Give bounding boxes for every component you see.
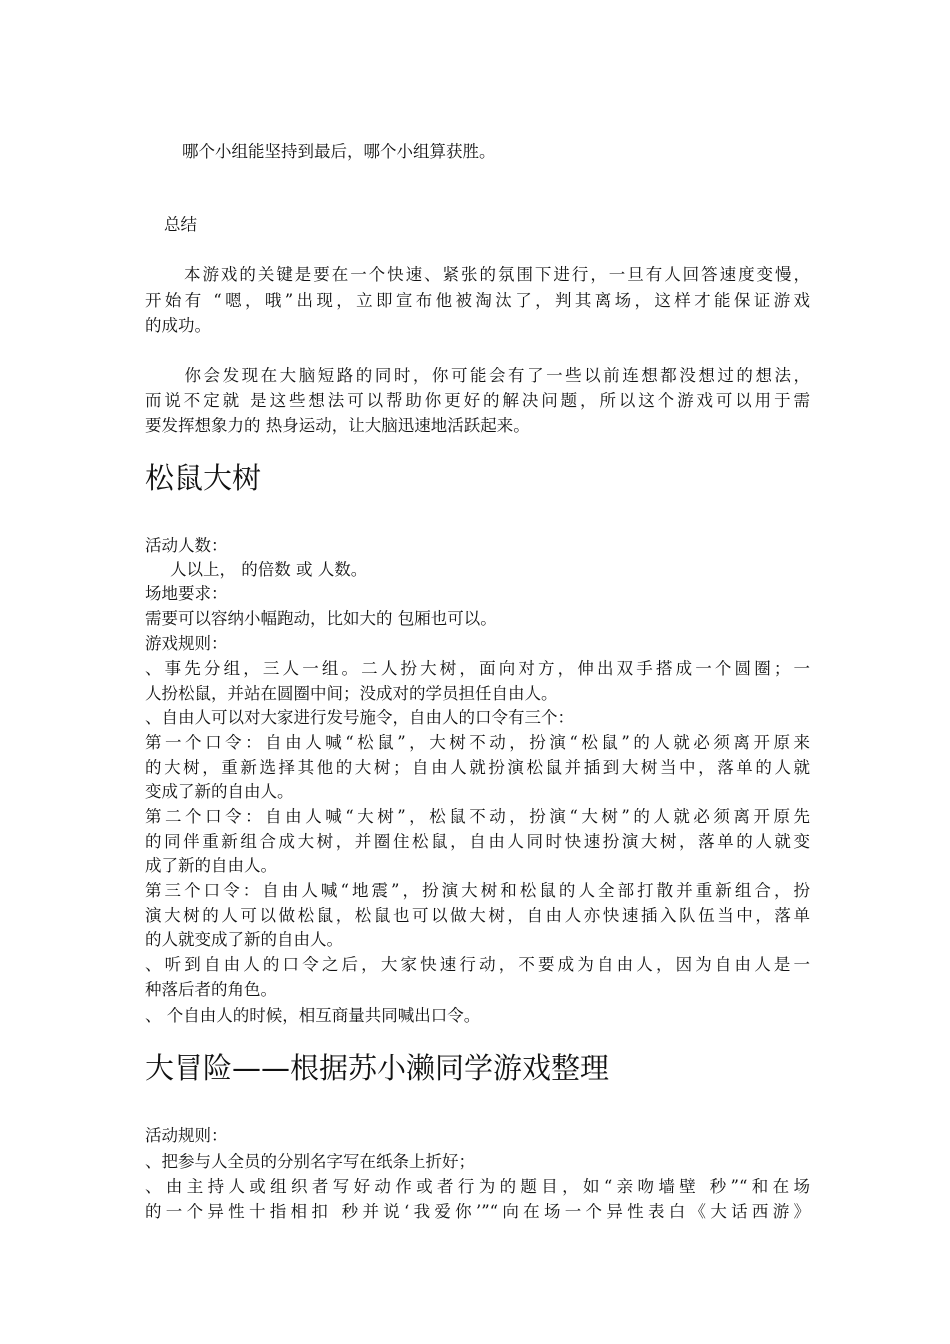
venue-label: 场地要求： — [145, 584, 228, 603]
command-1-line-1: 第一个口令：自由人喊“松鼠”，大树不动，扮演“松鼠”的人就必须离开原来 — [145, 733, 810, 752]
command-1-line-2: 的大树，重新选择其他的大树；自由人就扮演松鼠并插到大树当中，落单的人就 — [145, 758, 810, 777]
rule-1-line-1: 、事先分组，三人一组。二人扮大树，面向对方，伸出双手搭成一个圆圈；一 — [145, 659, 810, 678]
heading-squirrel-tree: 松鼠大树 — [145, 461, 262, 495]
win-rule-text: 哪个小组能坚持到最后，哪个小组算获胜。 — [182, 142, 496, 161]
adventure-rule-1: 、把参与人全员的分别名字写在纸条上折好； — [145, 1152, 475, 1171]
rule-1-line-2: 人扮松鼠，并站在圆圈中间；没成对的学员担任自由人。 — [145, 684, 558, 703]
summary-paragraph-2-line-1: 你会发现在大脑短路的同时，你可能会有了一些以前连想都没想过的想法， — [182, 366, 810, 385]
activity-rules-label: 活动规则： — [145, 1126, 228, 1145]
command-2-line-3: 成了新的自由人。 — [145, 856, 277, 875]
summary-heading: 总结 — [164, 215, 197, 234]
heading-big-adventure: 大冒险——根据苏小濑同学游戏整理 — [145, 1051, 610, 1085]
command-2-line-1: 第二个口令：自由人喊“大树”，松鼠不动，扮演“大树”的人就必须离开原先 — [145, 807, 810, 826]
adventure-rule-2-line-2: 的一个异性十指相扣 秒并说‘我爱你’”“向在场一个异性表白《大话西游》 — [145, 1202, 810, 1221]
rules-label: 游戏规则： — [145, 634, 228, 653]
rule-3-line-1: 、听到自由人的口令之后，大家快速行动，不要成为自由人，因为自由人是一 — [145, 955, 810, 974]
command-3-line-2: 演大树的人可以做松鼠，松鼠也可以做大树，自由人亦快速插入队伍当中，落单 — [145, 906, 810, 925]
venue-value: 需要可以容纳小幅跑动，比如大的 包厢也可以。 — [145, 609, 497, 628]
players-label: 活动人数： — [145, 536, 228, 555]
summary-paragraph-1-line-2: 开始有 “嗯，哦”出现，立即宣布他被淘汰了，判其离场，这样才能保证游戏 — [145, 291, 810, 310]
rule-3-line-2: 种落后者的角色。 — [145, 980, 277, 999]
command-3-line-3: 的人就变成了新的自由人。 — [145, 930, 343, 949]
summary-paragraph-1-line-3: 的成功。 — [145, 316, 211, 335]
command-1-line-3: 变成了新的自由人。 — [145, 782, 294, 801]
summary-paragraph-2-line-2: 而说不定就 是这些想法可以帮助你更好的解决问题，所以这个游戏可以用于需 — [145, 391, 810, 410]
adventure-rule-2-line-1: 、由主持人或组织者写好动作或者行为的题目，如“亲吻墙壁 秒”“和在场 — [145, 1177, 810, 1196]
summary-paragraph-2-line-3: 要发挥想象力的 热身运动，让大脑迅速地活跃起来。 — [145, 416, 530, 435]
rule-2: 、自由人可以对大家进行发号施令，自由人的口令有三个： — [145, 708, 574, 727]
command-3-line-1: 第三个口令：自由人喊“地震”，扮演大树和松鼠的人全部打散并重新组合，扮 — [145, 881, 810, 900]
command-2-line-2: 的同伴重新组合成大树，并圈住松鼠，自由人同时快速扮演大树，落单的人就变 — [145, 832, 810, 851]
summary-paragraph-1-line-1: 本游戏的关键是要在一个快速、紧张的氛围下进行，一旦有人回答速度变慢， — [182, 265, 810, 284]
players-value: 人以上， 的倍数 或 人数。 — [170, 560, 368, 579]
rule-4: 、 个自由人的时候，相互商量共同喊出口令。 — [145, 1006, 481, 1025]
